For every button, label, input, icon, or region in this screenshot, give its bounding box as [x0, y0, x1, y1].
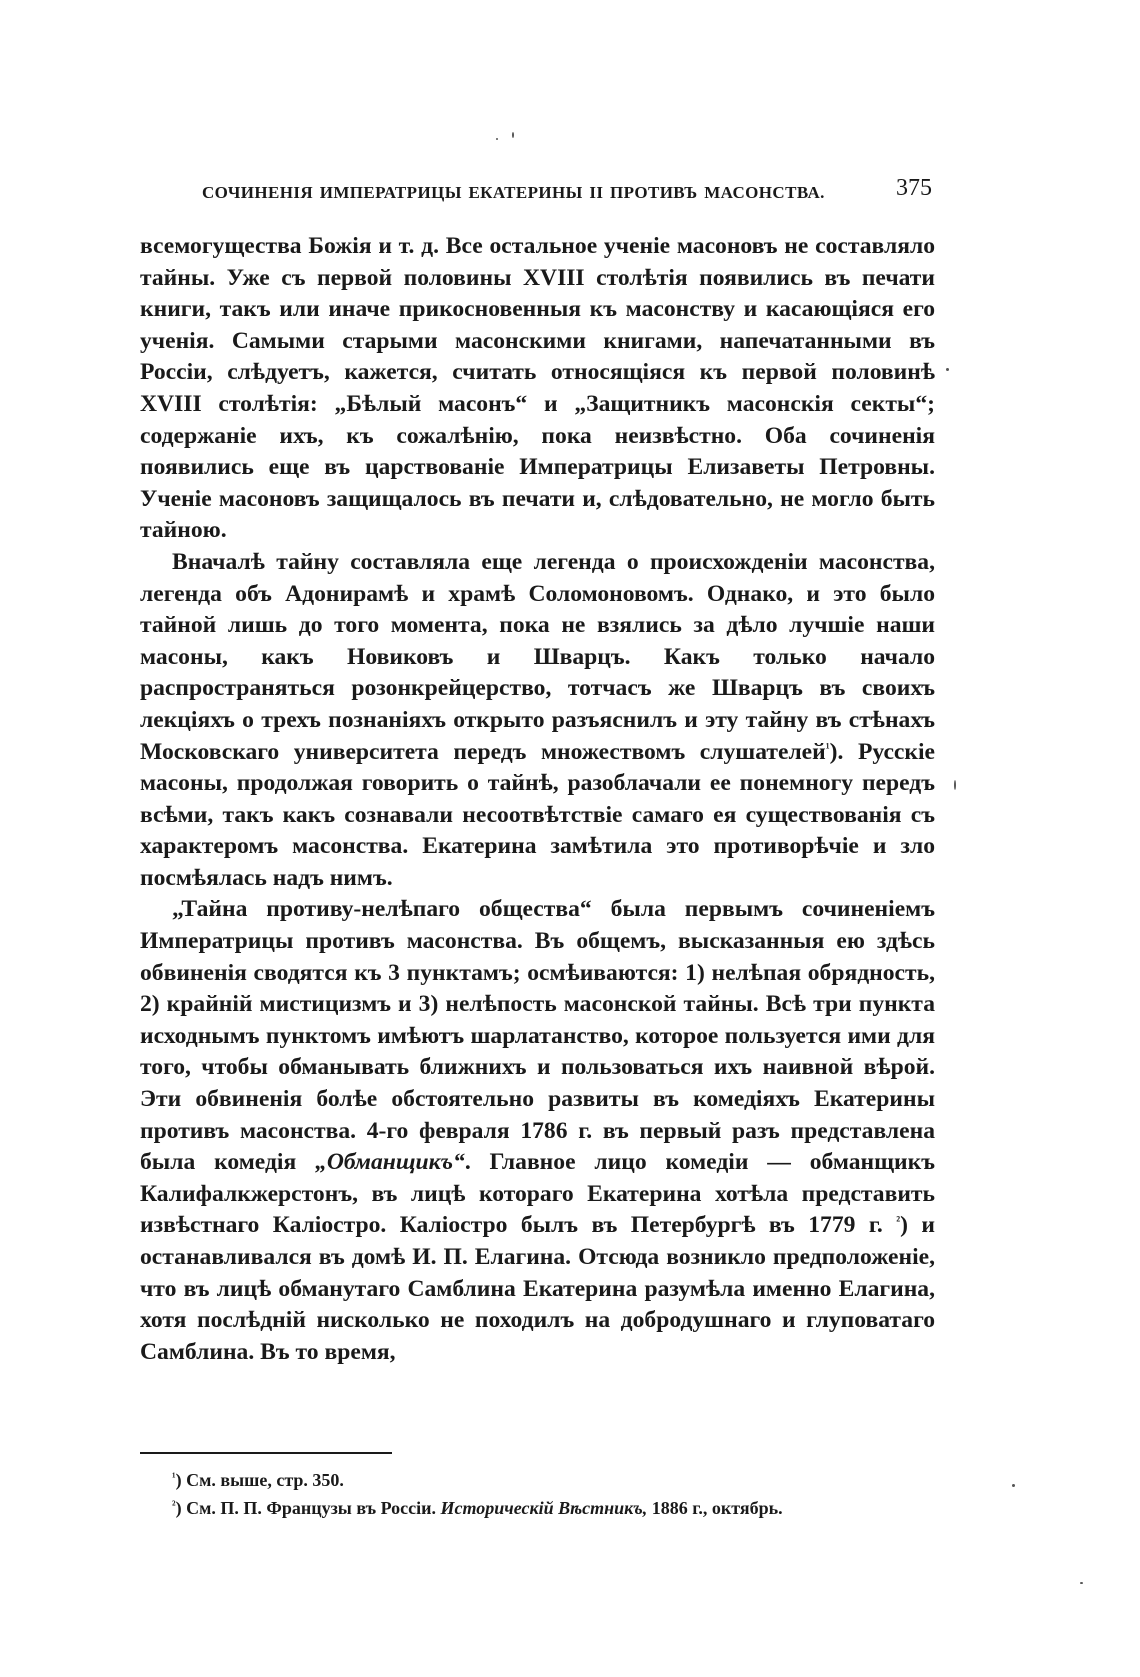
- scan-speck: [512, 132, 514, 138]
- footnote-2-mark: ²: [172, 1498, 176, 1512]
- scan-speck: [1012, 1484, 1015, 1487]
- footnote-ref-2: ²: [896, 1213, 901, 1229]
- paragraph-1: [140, 231, 935, 547]
- main-text: [140, 231, 935, 1368]
- footnote-1-text: ) См. выше, стр. 350.: [175, 1470, 344, 1490]
- footnote-2-text-b: 1886 г., октябрь.: [647, 1498, 783, 1518]
- paragraph-3-text-c: ) и останавливался въ домѣ И. П. Елагина. Отсюда возникло предположеніе, что въ лицѣ обманутаго Самблина Екатерина разумѣла именно Елагина, хотя послѣдній нисколько не походилъ на добродушнаго и глуповатаго Самблина. Въ то время,: [140, 1212, 935, 1365]
- footnote-ref-1: ¹: [825, 739, 830, 755]
- paragraph-2-text-a: Вначалѣ тайну составляла еще легенда о происхожденіи масонства, легенда объ Адонирамѣ и храмѣ Соломоновомъ. Однако, и это было тайной лишь до того момента, пока не взялись за дѣло лучшіе наши масоны, какъ Новиковъ и Шварцъ. Какъ только начало распространяться розонкрейцерство, тотчасъ же Шварцъ въ своихъ лекціяхъ о трехъ познаніяхъ открыто разъяснилъ и эту тайну въ стѣнахъ Московскаго университета передъ множествомъ слушателей: [140, 548, 935, 765]
- scan-speck: [1080, 1582, 1083, 1584]
- paragraph-2: [140, 547, 935, 895]
- scan-speck: [946, 368, 949, 371]
- footnote-1-mark: ¹: [172, 1470, 176, 1484]
- paragraph-1-text: всемогущества Божія и т. д. Все остальное ученіе масоновъ не составляло тайны. Уже съ первой половины XVIII столѣтія появились въ печати книги, такъ или иначе прикосновенныя къ масонству и касающіяся его ученія. Самыми старыми масонскими книгами, напечатанными въ Россіи, слѣдуетъ, кажется, считать относящіяся къ первой половинѣ XVIII столѣтія: „Бѣлый масонъ“ и „Защитникъ масонскія секты“; содержаніе ихъ, къ сожалѣнію, пока неизвѣстно. Оба сочиненія появились еще въ царствованіе Императрицы Елизаветы Петровны. Ученіе масоновъ защищалось въ печати и, слѣдовательно, не могло быть тайною.: [140, 233, 935, 544]
- footnote-2-text-a: ) См. П. П. Французы въ Россіи.: [175, 1498, 441, 1518]
- footnote-2: [172, 1494, 934, 1522]
- scan-speck: [954, 780, 956, 790]
- footnote-1: [172, 1466, 934, 1494]
- paragraph-3-text-b: . Главное лицо комедіи — обманщикъ Калифалкжерстонъ, въ лицѣ котораго Екатерина хотѣла представить извѣстнаго Каліостро. Каліостро былъ въ Петербургѣ въ 1779 г.: [140, 1149, 935, 1239]
- journal-title: Историческій Вѣстникъ,: [440, 1498, 648, 1518]
- paragraph-3-text-a: „Тайна противу-нелѣпаго общества“ была первымъ сочиненіемъ Императрицы противъ масонства. Въ общемъ, высказанныя ею здѣсь обвиненія сводятся къ 3 пунктамъ; осмѣиваются: 1) нелѣпая обрядность, 2) крайній мистицизмъ и 3) нелѣпость масонской тайны. Всѣ три пункта исходнымъ пунктомъ имѣютъ шарлатанство, которое пользуется ими для того, чтобы обманывать ближнихъ и пользоваться ихъ наивной вѣрой. Эти обвиненія болѣе обстоятельно развиты въ комедіяхъ Екатерины противъ масонства. 4-го февраля 1786 г. въ первый разъ представлена была комедія: [140, 896, 935, 1176]
- page-header: [202, 175, 932, 215]
- footnotes: [172, 1466, 934, 1522]
- paragraph-3: [140, 894, 935, 1368]
- paragraph-2-text-b: ). Русскіе масоны, продолжая говорить о тайнѣ, разоблачали ее понемногу передъ всѣми, такъ какъ сознавали несоотвѣтствіе самаго ея существованія съ характеромъ масонства. Екатерина замѣтила это противорѣчіе и зло посмѣялась надъ нимъ.: [140, 738, 936, 891]
- page-number: 375: [896, 175, 932, 201]
- scan-speck: [496, 138, 498, 140]
- footnote-divider: [140, 1452, 392, 1454]
- comedy-title: „Обманщикъ“: [315, 1149, 465, 1176]
- running-title: СОЧИНЕНІЯ ИМПЕРАТРИЦЫ ЕКАТЕРИНЫ II ПРОТИВЪ МАСОНСТВА.: [202, 183, 825, 202]
